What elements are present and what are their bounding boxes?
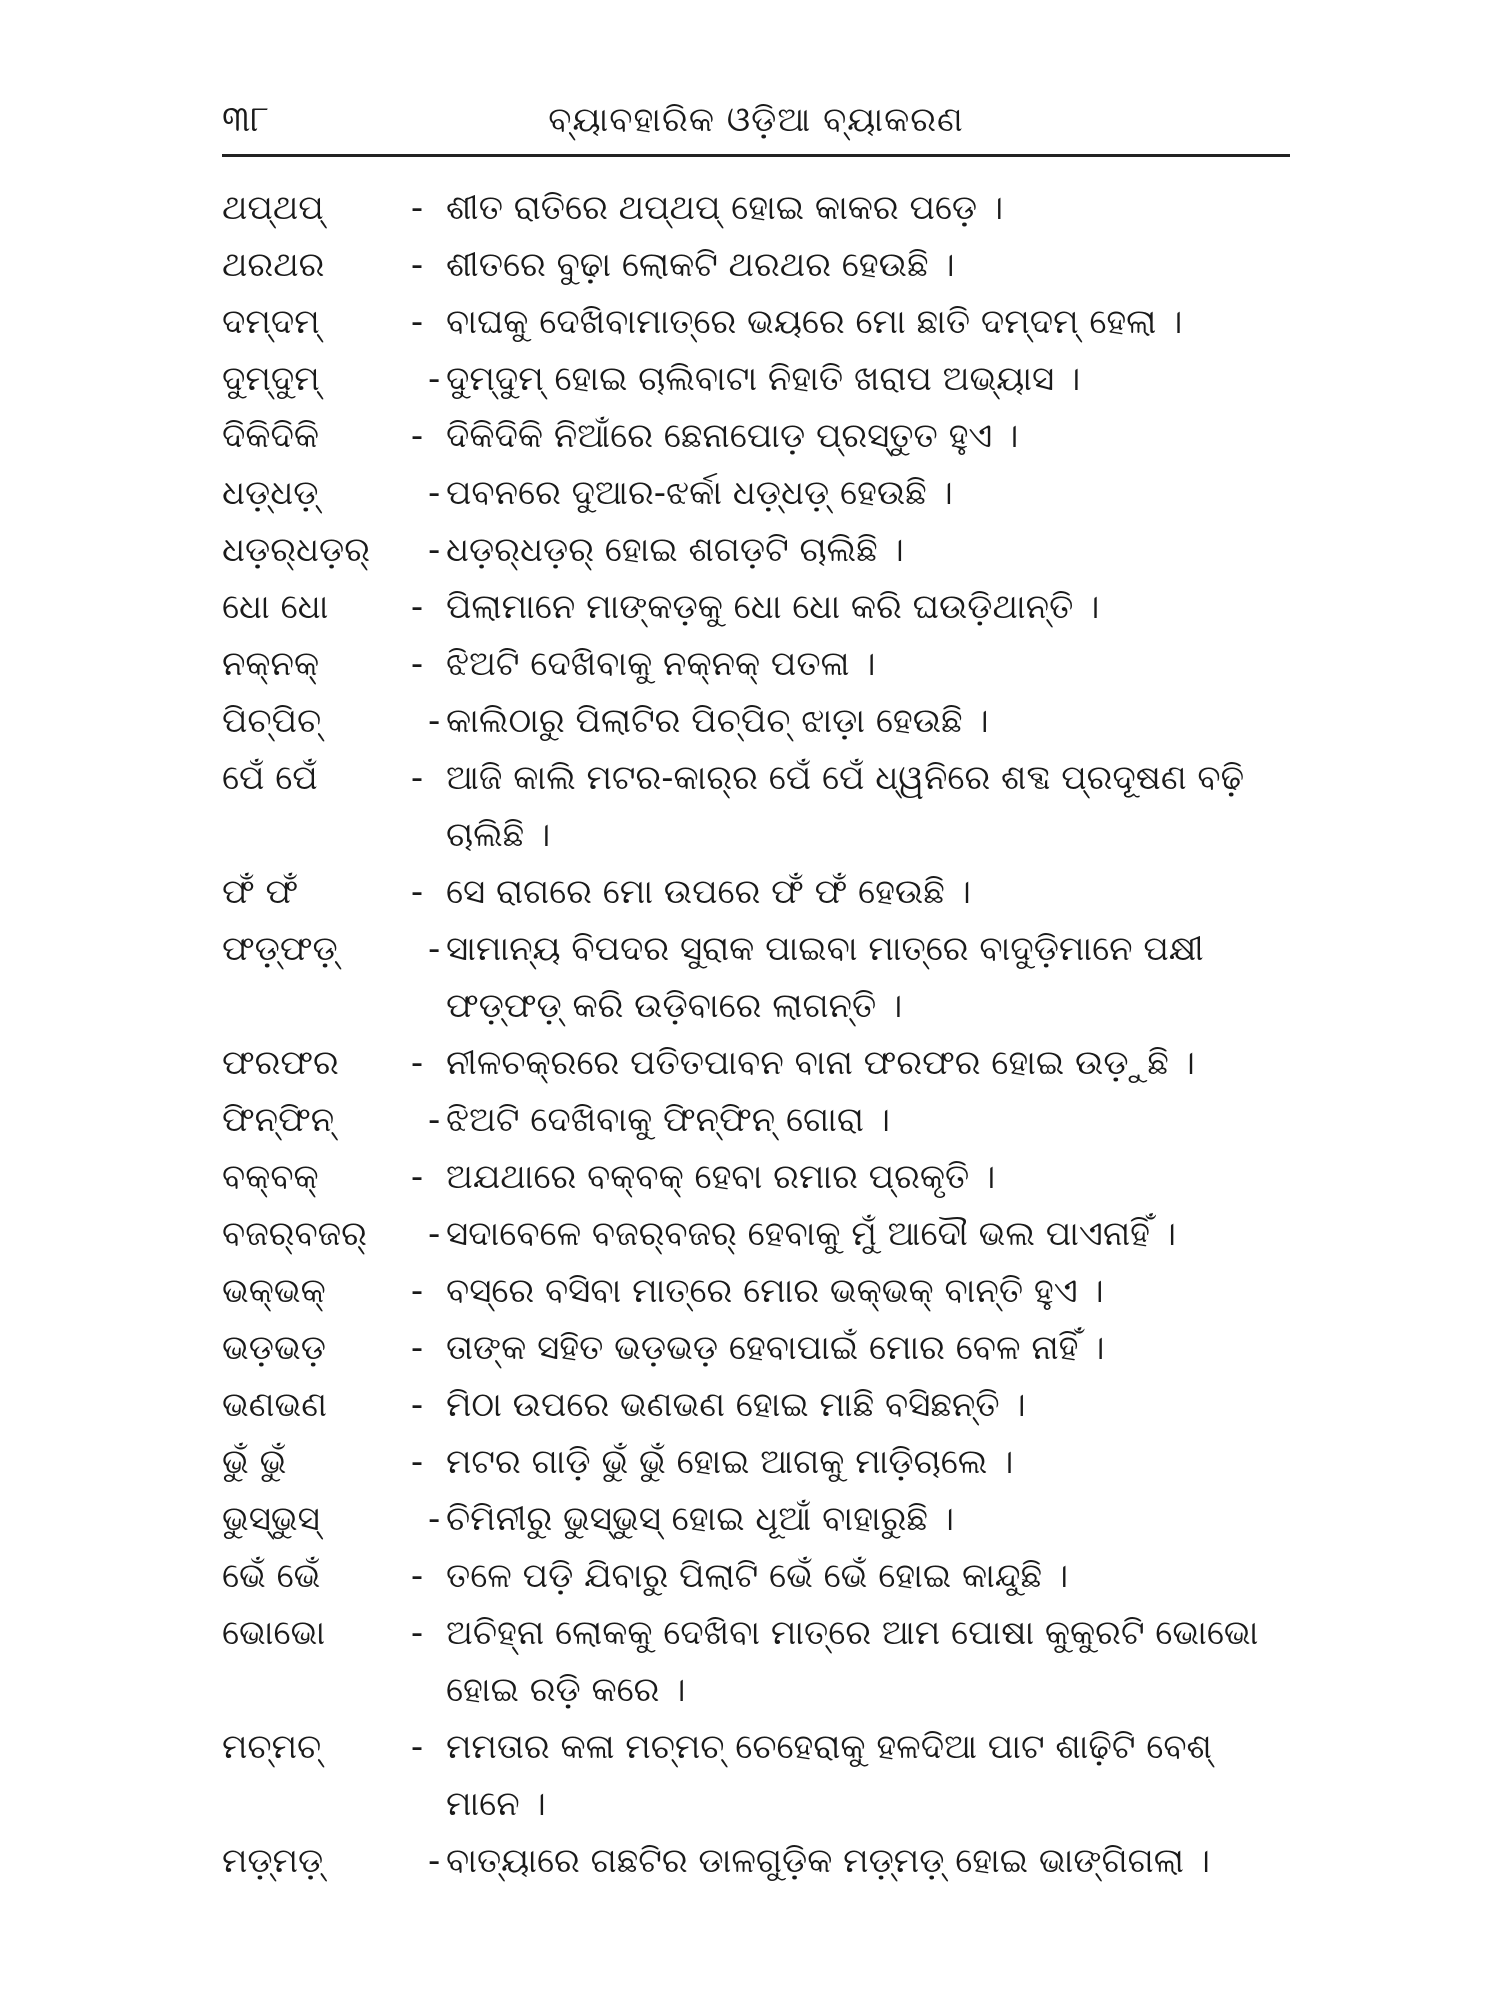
- entry-separator: -: [428, 530, 441, 570]
- entry-separator: -: [410, 302, 424, 342]
- entry-word: ଫିନ୍‌ଫିନ୍: [222, 1100, 335, 1140]
- list-item: [222, 180, 1292, 237]
- entry-word: ଧଡ଼୍‌ଧଡ଼୍: [222, 473, 319, 513]
- entry-word: ଭୁସ୍‌ଭୁସ୍: [222, 1499, 320, 1539]
- entry-word: ଭୋଭୋ: [222, 1613, 326, 1653]
- entry-sentence: କାଲିଠାରୁ ପିଲାଟିର ପିଚ୍‌ପିଚ୍ ଝାଡ଼ା ହେଉଛି ।: [446, 701, 989, 741]
- list-item: [222, 465, 1292, 522]
- entry-word: ନକ୍‌ନକ୍: [222, 644, 320, 684]
- list-item: [222, 1377, 1292, 1434]
- entry-sentence: ବାଘକୁ ଦେଖିବାମାତ୍ରେ ଭୟରେ ମୋ ଛାତି ଦମ୍‌ଦମ୍ ହେଲା ।: [446, 302, 1183, 342]
- entry-sentence: ଝିଅଟି ଦେଖିବାକୁ ନକ୍‌ନକ୍ ପତଳା ।: [446, 644, 876, 684]
- entry-word: ଫଁ ଫଁ: [222, 872, 299, 912]
- entry-sentence: ମମତାର କଳା ମଚ୍‌ମଚ୍ ଚେହେରାକୁ ହଳଦିଆ ପାଟ ଶାଢ଼ିଟି ବେଶ୍ ମାନେ ।: [446, 1727, 1212, 1824]
- entry-separator: -: [428, 929, 441, 969]
- entry-separator: -: [410, 1442, 424, 1482]
- entry-sentence: ପିଲାମାନେ ମାଙ୍କଡ଼କୁ ଧୋ ଧୋ କରି ଘଉଡ଼ିଥାନ୍ତି ।: [446, 587, 1100, 627]
- entry-sentence: ଆଜି କାଲି ମଟର-କାର୍‌ର ପେଁ ପେଁ ଧ୍ୱନିରେ ଶବ୍ଦ ପ୍ରଦୂଷଣ ବଢ଼ି ଚାଲିଛି ।: [446, 758, 1245, 855]
- entry-sentence: ଦିକିଦିକି ନିଆଁରେ ଛେନାପୋଡ଼ ପ୍ରସ୍ତୁତ ହୁଏ ।: [446, 416, 1019, 456]
- entry-sentence: ସଦାବେଳେ ବଜର୍‌ବଜର୍ ହେବାକୁ ମୁଁ ଆଦୌ ଭଲ ପାଏନାହିଁ ।: [446, 1214, 1177, 1254]
- list-item: [222, 1605, 1292, 1719]
- page-header: [222, 92, 1290, 148]
- list-item: [222, 1491, 1292, 1548]
- list-item: [222, 408, 1292, 465]
- entry-separator: -: [410, 1613, 424, 1653]
- entry-sentence: ନୀଳଚକ୍ରରେ ପତିତପାବନ ବାନା ଫରଫର ହୋଇ ଉଡ଼ୁଛି ।: [446, 1043, 1195, 1083]
- entry-separator: -: [410, 1328, 424, 1368]
- entry-separator: -: [428, 473, 441, 513]
- header-rule: [222, 154, 1290, 157]
- entry-sentence: ଶୀତ ରାତିରେ ଥପ୍‌ଥପ୍ ହୋଇ କାକର ପଡ଼େ ।: [446, 188, 1004, 228]
- entry-word: ଭେଁ ଭେଁ: [222, 1556, 321, 1596]
- entry-word: ଭଣଭଣ: [222, 1385, 327, 1425]
- entry-word: ବଜର୍‌ବଜର୍: [222, 1214, 367, 1254]
- entry-word: ଧୋ ଧୋ: [222, 587, 329, 627]
- entry-separator: -: [428, 1499, 441, 1539]
- list-item: [222, 579, 1292, 636]
- entry-word: ଥରଥର: [222, 245, 325, 285]
- entry-word: ମଚ୍‌ମଚ୍: [222, 1727, 322, 1767]
- entry-separator: -: [410, 758, 424, 798]
- entry-separator: -: [410, 1271, 424, 1311]
- list-item: [222, 1149, 1292, 1206]
- entry-sentence: ମିଠା ଉପରେ ଭଣଭଣ ହୋଇ ମାଛି ବସିଛନ୍ତି ।: [446, 1385, 1026, 1425]
- entry-separator: -: [410, 587, 424, 627]
- entry-word: ଭଡ଼ଭଡ଼: [222, 1328, 326, 1368]
- entry-word: ଥପ୍‌ଥପ୍: [222, 188, 324, 228]
- entry-separator: -: [428, 1214, 441, 1254]
- list-item: [222, 1719, 1292, 1833]
- list-item: [222, 636, 1292, 693]
- entry-word: ଫରଫର: [222, 1043, 339, 1083]
- entry-word: ଫଡ଼୍‌ଫଡ଼୍: [222, 929, 338, 969]
- list-item: [222, 1035, 1292, 1092]
- list-item: [222, 1434, 1292, 1491]
- list-item: [222, 522, 1292, 579]
- list-item: [222, 750, 1292, 864]
- entry-separator: -: [410, 1727, 424, 1767]
- entry-word: ପେଁ ପେଁ: [222, 758, 318, 798]
- entry-word: ଭକ୍‌ଭକ୍: [222, 1271, 326, 1311]
- entry-word: ପିଚ୍‌ପିଚ୍: [222, 701, 322, 741]
- list-item: [222, 1206, 1292, 1263]
- entry-separator: -: [410, 188, 424, 228]
- entry-sentence: ଅଯଥାରେ ବକ୍‌ବକ୍ ହେବା ରମାର ପ୍ରକୃତି ।: [446, 1157, 996, 1197]
- entry-word: ଧଡ଼ର୍‌ଧଡ଼ର୍: [222, 530, 370, 570]
- entry-separator: -: [410, 644, 424, 684]
- entry-sentence: ପବନରେ ଦୁଆର-ଝର୍କା ଧଡ଼୍‌ଧଡ଼୍ ହେଉଛି ।: [446, 473, 953, 513]
- page-number: ୩୮: [222, 99, 270, 140]
- entry-sentence: ସାମାନ୍ୟ ବିପଦର ସୁରାକ ପାଇବା ମାତ୍ରେ ବାଦୁଡ଼ିମାନେ ପକ୍ଷୀ ଫଡ଼୍‌ଫଡ଼୍ କରି ଉଡ଼ିବାରେ ଲାଗନ୍ତି ।: [446, 929, 1204, 1026]
- entry-sentence: ସେ ରାଗରେ ମୋ ଉପରେ ଫଁ ଫଁ ହେଉଛି ।: [446, 872, 971, 912]
- entry-separator: -: [410, 1043, 424, 1083]
- list-item: [222, 1548, 1292, 1605]
- list-item: [222, 693, 1292, 750]
- list-item: [222, 237, 1292, 294]
- entry-word: ଦମ୍‌ଦମ୍: [222, 302, 320, 342]
- list-item: [222, 1320, 1292, 1377]
- entry-sentence: ତାଙ୍କ ସହିତ ଭଡ଼ଭଡ଼ ହେବାପାଇଁ ମୋର ବେଳ ନାହିଁ ।: [446, 1328, 1105, 1368]
- entry-separator: -: [410, 1385, 424, 1425]
- entry-sentence: ଧଡ଼ର୍‌ଧଡ଼ର୍ ହୋଇ ଶଗଡ଼ଟି ଚାଲିଛି ।: [446, 530, 904, 570]
- entry-sentence: ତଳେ ପଡ଼ି ଯିବାରୁ ପିଲାଟି ଭେଁ ଭେଁ ହୋଇ କାନ୍ଦୁଛି ।: [446, 1556, 1069, 1596]
- list-item: [222, 1833, 1292, 1890]
- entry-separator: -: [410, 1556, 424, 1596]
- list-item: [222, 1263, 1292, 1320]
- entry-separator: -: [410, 872, 424, 912]
- list-item: [222, 294, 1292, 351]
- list-item: [222, 864, 1292, 921]
- list-item: [222, 1092, 1292, 1149]
- entry-sentence: ଦୁମ୍‌ଦୁମ୍ ହୋଇ ଚାଲିବାଟା ନିହାତି ଖରାପ ଅଭ୍ୟାସ ।: [446, 359, 1081, 399]
- entry-separator: -: [428, 701, 441, 741]
- entry-sentence: ଅଚିହ୍ନା ଲୋକକୁ ଦେଖିବା ମାତ୍ରେ ଆମ ପୋଷା କୁକୁରଟି ଭୋଭୋ ହୋଇ ରଡ଼ି କରେ ।: [446, 1613, 1259, 1710]
- entry-sentence: ଶୀତରେ ବୁଢ଼ା ଲୋକଟି ଥରଥର ହେଉଛି ।: [446, 245, 955, 285]
- list-item: [222, 921, 1292, 1035]
- entry-sentence: ଝିଅଟି ଦେଖିବାକୁ ଫିନ୍‌ଫିନ୍ ଗୋରା ।: [446, 1100, 890, 1140]
- entry-sentence: ବାତ୍ୟାରେ ଗଛଟିର ଡାଳଗୁଡ଼ିକ ମଡ଼୍‌ମଡ଼୍ ହୋଇ ଭାଙ୍ଗିଗଲା ।: [446, 1841, 1211, 1881]
- entry-word: ଦିକିଦିକି: [222, 416, 320, 456]
- running-title: ବ୍ୟାବହାରିକ ଓଡ଼ିଆ ବ୍ୟାକରଣ: [548, 100, 964, 140]
- entry-sentence: ବସ୍‌ରେ ବସିବା ମାତ୍ରେ ମୋର ଭକ୍‌ଭକ୍ ବାନ୍ତି ହୁଏ ।: [446, 1271, 1104, 1311]
- list-item: [222, 351, 1292, 408]
- entry-word: ବକ୍‌ବକ୍: [222, 1157, 319, 1197]
- entry-word: ଭୁଁ ଭୁଁ: [222, 1442, 287, 1482]
- entry-sentence: ଚିମିନୀରୁ ଭୁସ୍‌ଭୁସ୍ ହୋଇ ଧୂଆଁ ବାହାରୁଛି ।: [446, 1499, 955, 1539]
- entry-word: ମଡ଼୍‌ମଡ଼୍: [222, 1841, 324, 1881]
- entry-list: [222, 180, 1292, 1890]
- entry-separator: -: [428, 359, 441, 399]
- entry-word: ଦୁମ୍‌ଦୁମ୍: [222, 359, 320, 399]
- entry-separator: -: [410, 245, 424, 285]
- entry-separator: -: [428, 1100, 441, 1140]
- entry-separator: -: [410, 416, 424, 456]
- entry-sentence: ମଟର ଗାଡ଼ି ଭୁଁ ଭୁଁ ହୋଇ ଆଗକୁ ମାଡ଼ିଚାଲେ ।: [446, 1442, 1014, 1482]
- entry-separator: -: [410, 1157, 424, 1197]
- entry-separator: -: [428, 1841, 441, 1881]
